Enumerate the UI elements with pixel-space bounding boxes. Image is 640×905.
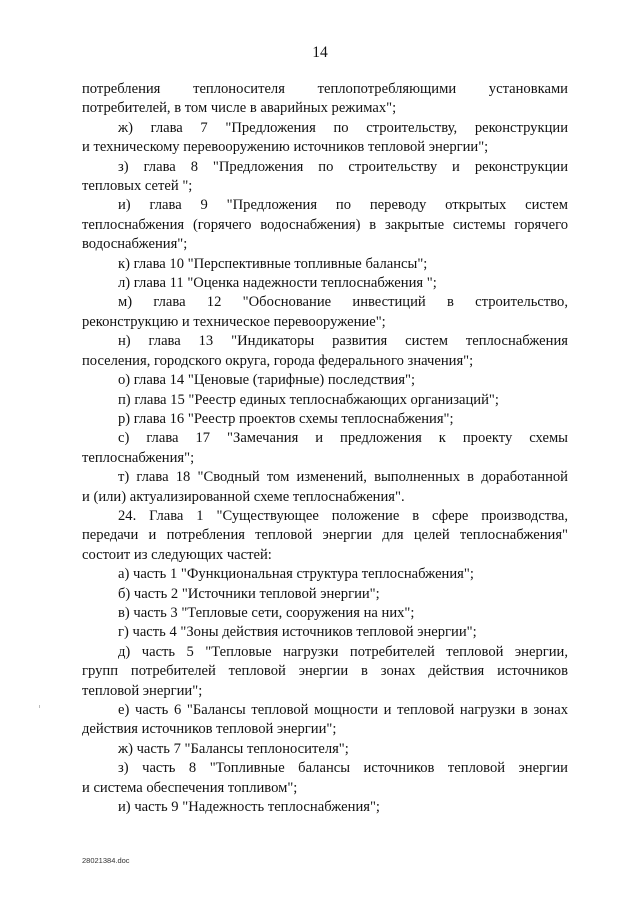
text-line: и) глава 9 "Предложения по переводу открытых систем xyxy=(118,197,568,214)
page-number: 14 xyxy=(312,44,328,61)
paragraph xyxy=(82,293,568,332)
text-line: групп потребителей тепловой энергии в зонах действия источников xyxy=(82,663,568,680)
text-line: з) глава 8 "Предложения по строительству и реконструкции xyxy=(118,158,568,175)
scan-artifact xyxy=(39,705,40,708)
text-line: д) часть 5 "Тепловые нагрузки потребителей тепловой энергии, xyxy=(118,643,568,660)
paragraph xyxy=(82,507,568,565)
paragraph xyxy=(82,759,568,798)
text-line: теплоснабжения (горячего водоснабжения) в закрытые системы горячего xyxy=(82,216,568,233)
document-body xyxy=(82,80,568,817)
paragraph xyxy=(82,798,568,817)
paragraph xyxy=(82,332,568,371)
paragraph xyxy=(82,158,568,197)
footer-file-name: 28021384.doc xyxy=(82,856,130,865)
text-line: реконструкцию и техническое перевооружение"; xyxy=(82,313,386,330)
paragraph xyxy=(82,701,568,740)
paragraph xyxy=(82,410,568,429)
text-line: и система обеспечения топливом"; xyxy=(82,779,298,796)
text-line: о) глава 14 "Ценовые (тарифные) последствия"; xyxy=(118,372,416,389)
paragraph xyxy=(82,468,568,507)
paragraph xyxy=(82,643,568,701)
paragraph xyxy=(82,274,568,293)
text-line: в) часть 3 "Тепловые сети, сооружения на них"; xyxy=(118,604,415,621)
paragraph xyxy=(82,80,568,119)
text-line: б) часть 2 "Источники тепловой энергии"; xyxy=(118,585,380,602)
text-line: м) глава 12 "Обоснование инвестиций в строительство, xyxy=(118,294,568,311)
text-line: ж) часть 7 "Балансы теплоносителя"; xyxy=(118,740,349,757)
paragraph xyxy=(82,585,568,604)
text-line: п) глава 15 "Реестр единых теплоснабжающих организаций"; xyxy=(118,391,499,408)
paragraph xyxy=(82,565,568,584)
text-line: е) часть 6 "Балансы тепловой мощности и тепловой нагрузки в зонах xyxy=(118,702,568,718)
paragraph xyxy=(82,196,568,254)
text-line: поселения, городского округа, города федерального значения"; xyxy=(82,352,474,369)
text-line: и техническому перевооружению источников тепловой энергии"; xyxy=(82,139,489,156)
text-line: тепловых сетей "; xyxy=(82,178,193,195)
text-line: тепловой энергии"; xyxy=(82,682,203,699)
paragraph xyxy=(82,119,568,158)
paragraph xyxy=(82,429,568,468)
text-line: и) часть 9 "Надежность теплоснабжения"; xyxy=(118,799,380,816)
paragraph xyxy=(82,391,568,410)
paragraph xyxy=(82,255,568,274)
text-line: состоит из следующих частей: xyxy=(82,546,272,563)
paragraph xyxy=(82,740,568,759)
paragraph xyxy=(82,623,568,642)
paragraph xyxy=(82,604,568,623)
text-line: н) глава 13 "Индикаторы развития систем теплоснабжения xyxy=(118,333,568,350)
text-line: к) глава 10 "Перспективные топливные балансы"; xyxy=(118,255,428,272)
text-line: водоснабжения"; xyxy=(82,236,188,253)
text-line: л) глава 11 "Оценка надежности теплоснабжения "; xyxy=(118,275,437,292)
text-line: потребителей, в том числе в аварийных режимах"; xyxy=(82,100,397,117)
text-line: а) часть 1 "Функциональная структура теплоснабжения"; xyxy=(118,566,474,583)
text-line: ж) глава 7 "Предложения по строительству, реконструкции xyxy=(118,119,568,136)
text-line: передачи и потребления тепловой энергии для целей теплоснабжения" xyxy=(82,527,568,544)
text-line: 24. Глава 1 "Существующее положение в сфере производства, xyxy=(118,507,568,524)
text-line: потребления теплоносителя теплопотребляющими установками xyxy=(82,81,568,97)
text-line: теплоснабжения"; xyxy=(82,449,195,466)
text-line: действия источников тепловой энергии"; xyxy=(82,721,337,738)
text-line: з) часть 8 "Топливные балансы источников тепловой энергии xyxy=(118,760,568,777)
text-line: и (или) актуализированной схеме теплоснабжения". xyxy=(82,488,405,505)
text-line: т) глава 18 "Сводный том изменений, выполненных в доработанной xyxy=(118,469,568,486)
text-line: р) глава 16 "Реестр проектов схемы теплоснабжения"; xyxy=(118,410,454,427)
paragraph xyxy=(82,371,568,390)
text-line: г) часть 4 "Зоны действия источников тепловой энергии"; xyxy=(118,624,477,641)
text-line: с) глава 17 "Замечания и предложения к проекту схемы xyxy=(118,430,568,447)
